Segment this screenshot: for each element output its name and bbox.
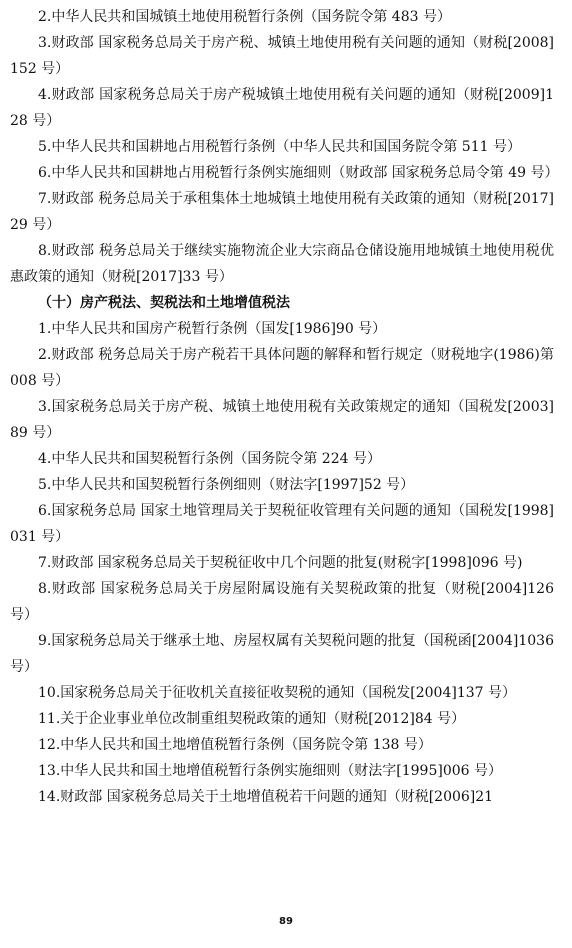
- list-item: 6.国家税务总局 国家土地管理局关于契税征收管理有关问题的通知（国税发[1998]031 号）: [10, 503, 554, 545]
- list-item: 3.国家税务总局关于房产税、城镇土地使用税有关政策规定的通知（国税发[2003]89 号）: [10, 399, 554, 441]
- page-number: 89: [279, 916, 293, 927]
- list-item: 13.中华人民共和国土地增值税暂行条例实施细则（财法字[1995]006 号）: [38, 763, 502, 779]
- list-item: 11.关于企业事业单位改制重组契税政策的通知（财税[2012]84 号）: [38, 711, 466, 727]
- list-item: 3.财政部 国家税务总局关于房产税、城镇土地使用税有关问题的通知（财税[2008]152 号）: [10, 35, 554, 77]
- document-body: [10, 4, 559, 810]
- list-item: 8.财政部 税务总局关于继续实施物流企业大宗商品仓储设施用地城镇土地使用税优惠政策的通知（财税[2017]33 号）: [10, 243, 554, 285]
- list-item: 7.财政部 税务总局关于承租集体土地城镇土地使用税有关政策的通知（财税[2017]29 号）: [10, 191, 554, 233]
- section-heading: （十）房产税法、契税法和土地增值税法: [38, 295, 290, 311]
- list-item: 5.中华人民共和国契税暂行条例细则（财法字[1997]52 号）: [38, 477, 415, 493]
- list-item: 2.中华人民共和国城镇土地使用税暂行条例（国务院令第 483 号）: [38, 9, 451, 25]
- list-item: 9.国家税务总局关于继承土地、房屋权属有关契税问题的批复（国税函[2004]1036 号）: [10, 633, 554, 675]
- list-item: 7.财政部 国家税务总局关于契税征收中几个问题的批复(财税字[1998]096 号): [38, 555, 523, 571]
- list-item: 4.中华人民共和国契税暂行条例（国务院令第 224 号）: [38, 451, 381, 467]
- list-item: 5.中华人民共和国耕地占用税暂行条例（中华人民共和国国务院令第 511 号）: [38, 139, 521, 155]
- list-item: 4.财政部 国家税务总局关于房产税城镇土地使用税有关问题的通知（财税[2009]128 号）: [10, 87, 554, 129]
- list-item: 14.财政部 国家税务总局关于土地增值税若干问题的通知（财税[2006]21: [38, 789, 494, 805]
- list-item: 6.中华人民共和国耕地占用税暂行条例实施细则（财政部 国家税务总局令第 49 号）: [38, 165, 559, 181]
- list-item: 1.中华人民共和国房产税暂行条例（国发[1986]90 号）: [38, 321, 387, 337]
- list-item: 10.国家税务总局关于征收机关直接征收契税的通知（国税发[2004]137 号）: [38, 685, 516, 701]
- list-item: 2.财政部 税务总局关于房产税若干具体问题的解释和暂行规定（财税地字(1986)第 008 号）: [10, 347, 554, 389]
- list-item: 12.中华人民共和国土地增值税暂行条例（国务院令第 138 号）: [38, 737, 432, 753]
- list-item: 8.财政部 国家税务总局关于房屋附属设施有关契税政策的批复（财税[2004]126 号）: [10, 581, 554, 623]
